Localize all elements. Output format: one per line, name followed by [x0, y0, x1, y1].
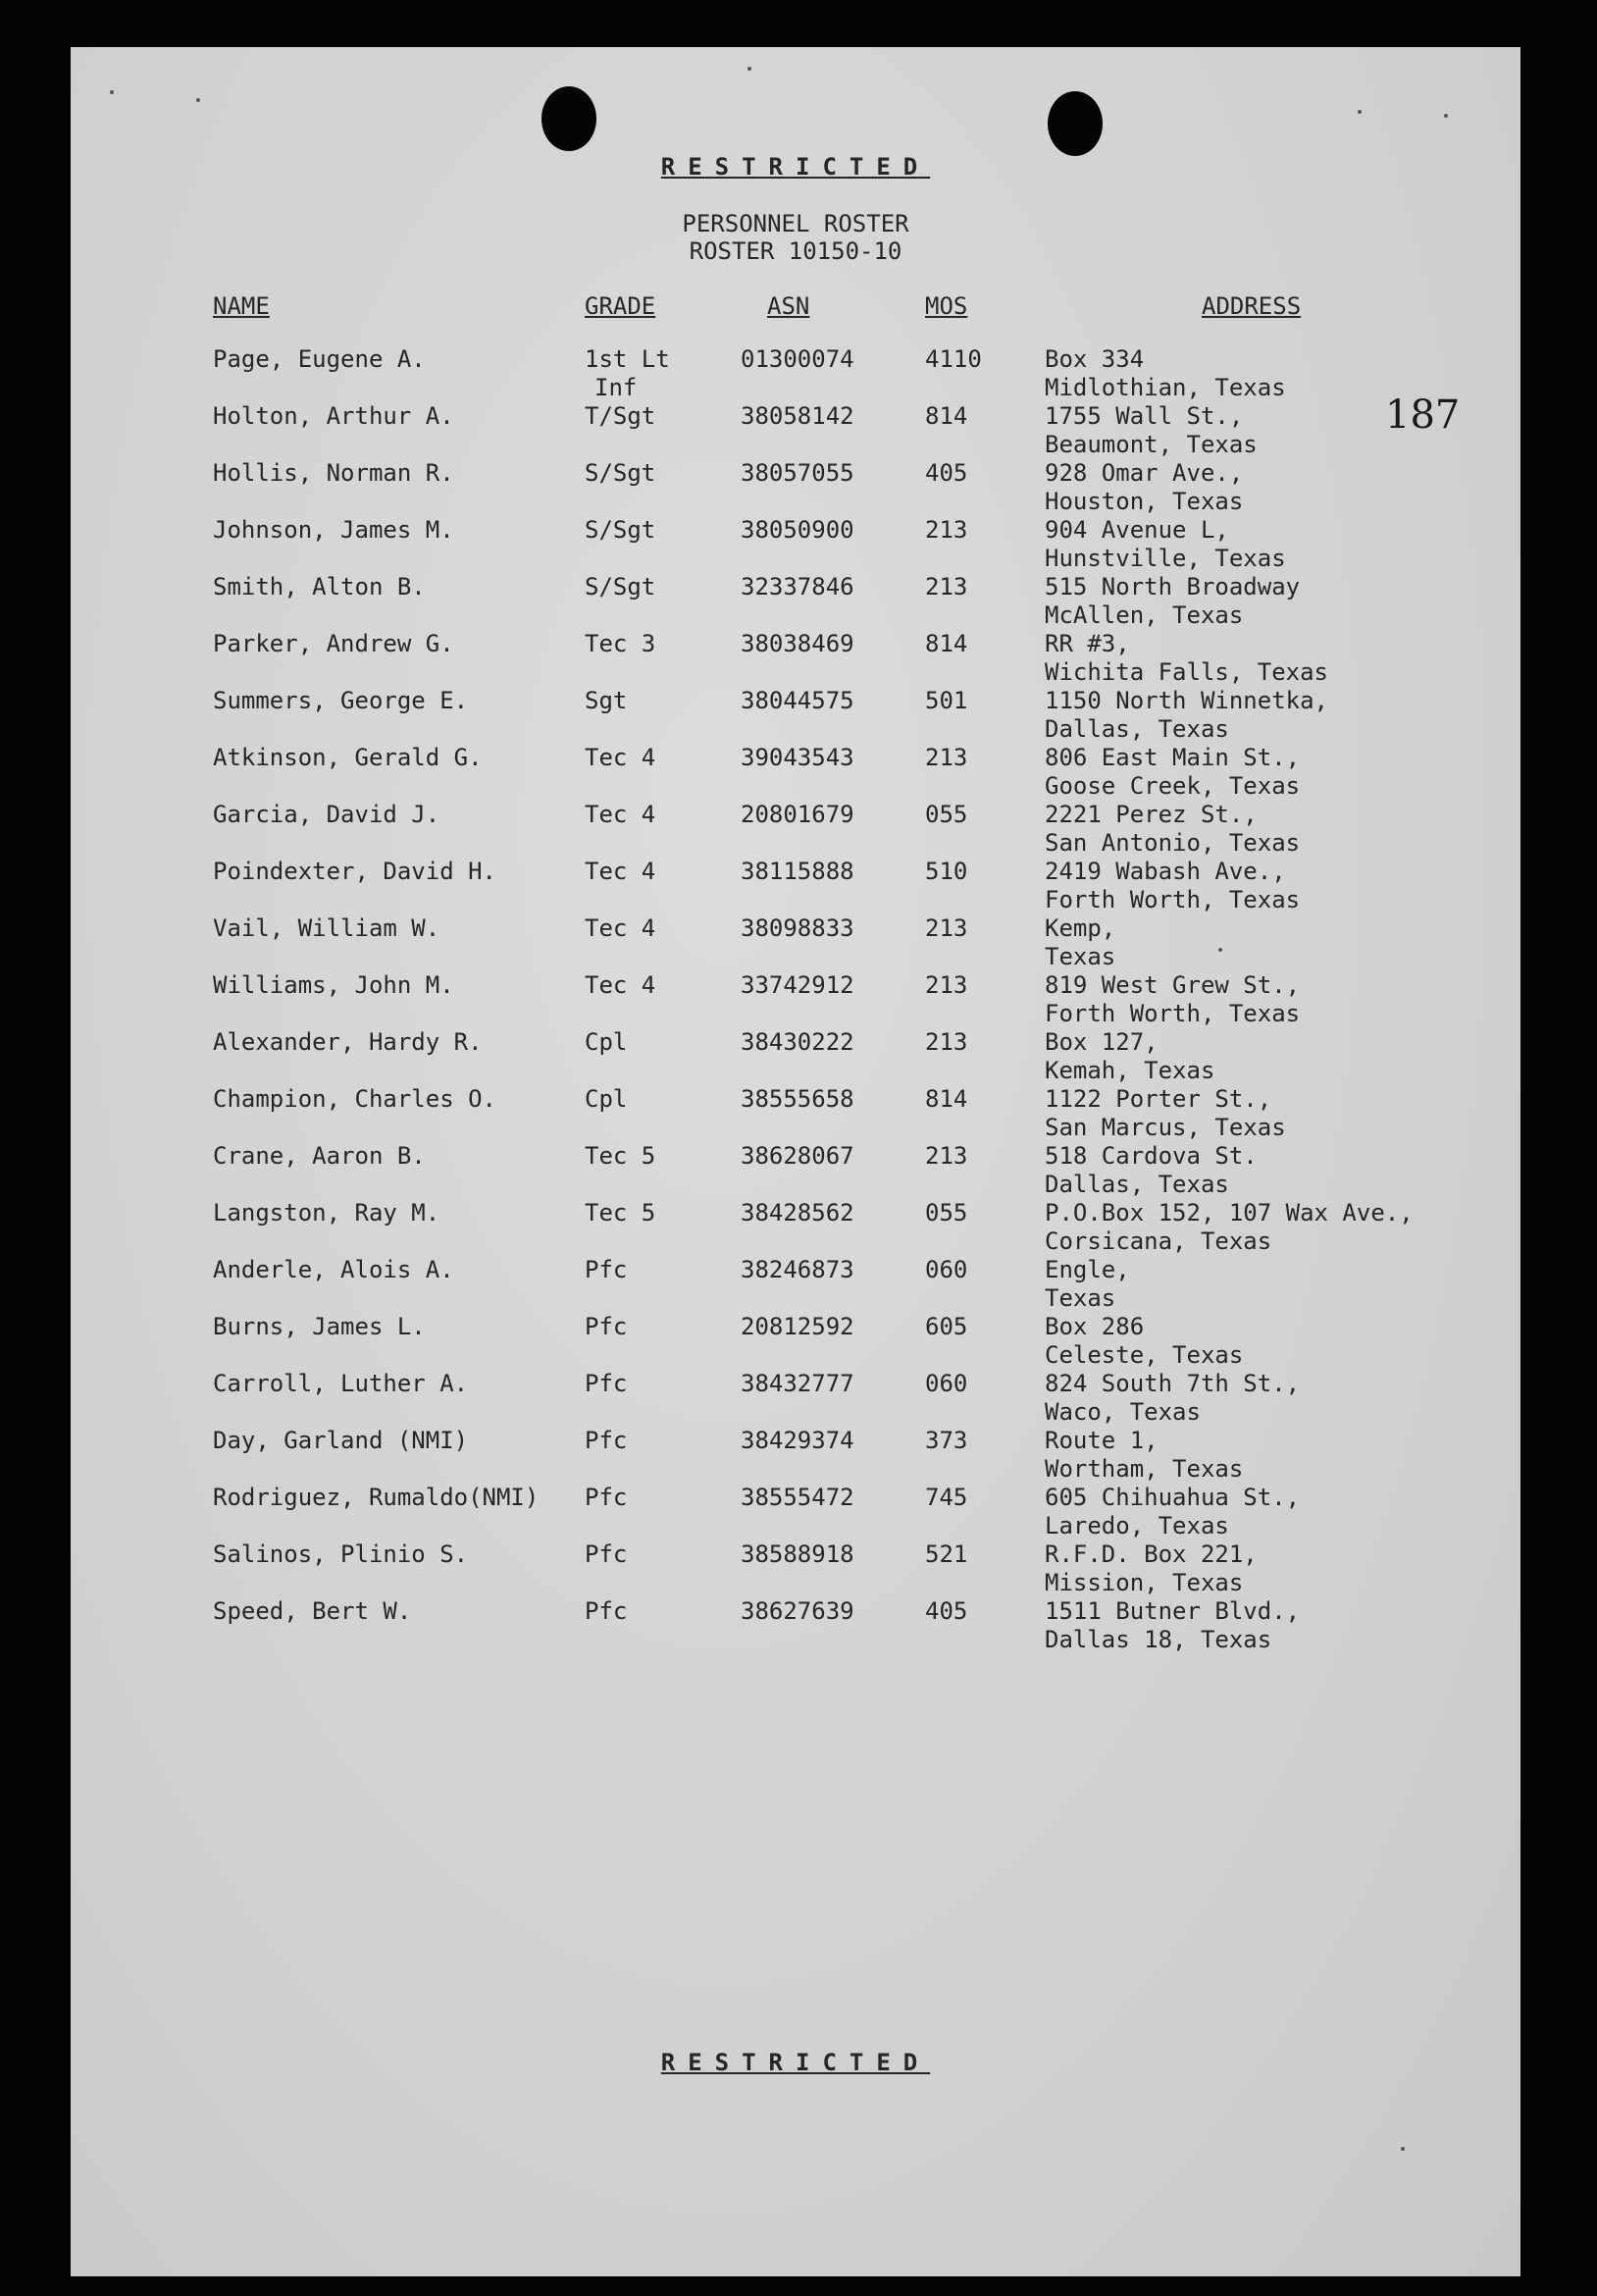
classification-footer: RESTRICTED [660, 2049, 931, 2076]
grade-cell-line: Inf [594, 374, 638, 401]
grade-cell [585, 345, 670, 402]
asn-cell-line: 38246873 [741, 1256, 854, 1283]
grade-cell [585, 630, 655, 658]
grade-cell-line: Cpl [585, 1085, 628, 1113]
address-cell-line: San Marcus, Texas [1045, 1114, 1286, 1141]
column-header-mos: MOS [925, 292, 968, 320]
name-cell-line: Rodriguez, Rumaldo(NMI) [213, 1484, 540, 1511]
name-cell [213, 801, 439, 829]
paper-speck [747, 67, 751, 71]
name-cell-line: Alexander, Hardy R. [213, 1028, 483, 1056]
grade-cell-line: Pfc [585, 1597, 628, 1625]
asn-cell [741, 516, 854, 545]
address-cell [1045, 1597, 1300, 1654]
address-cell-line: Engle, [1045, 1256, 1130, 1283]
asn-cell [741, 1028, 854, 1057]
address-cell [1045, 630, 1328, 687]
asn-cell [741, 1142, 854, 1171]
grade-cell [585, 573, 655, 601]
grade-cell [585, 971, 655, 1000]
mos-cell [925, 345, 982, 374]
paper-speck [1444, 114, 1448, 118]
address-cell [1045, 459, 1243, 516]
address-cell [1045, 1427, 1243, 1484]
address-cell [1045, 516, 1286, 573]
name-cell [213, 1028, 483, 1057]
name-cell-line: Holton, Arthur A. [213, 402, 454, 430]
grade-cell [585, 402, 655, 431]
address-cell-line: Box 334 [1045, 345, 1145, 373]
asn-cell [741, 345, 854, 374]
column-header-address: ADDRESS [1202, 292, 1302, 320]
roster-number: ROSTER 10150-10 [689, 237, 902, 265]
address-cell-line: Forth Worth, Texas [1045, 1000, 1301, 1027]
name-cell [213, 687, 468, 715]
paper-speck [110, 90, 114, 94]
column-header-name: NAME [213, 292, 270, 320]
address-cell-line: Dallas, Texas [1045, 715, 1229, 743]
name-cell [213, 1597, 411, 1626]
asn-cell-line: 38432777 [741, 1370, 854, 1397]
table-row [71, 1597, 1520, 1654]
address-cell-line: 1122 Porter St., [1045, 1085, 1272, 1113]
address-cell-line: Kemp, [1045, 914, 1116, 942]
grade-cell-line: Sgt [585, 687, 628, 714]
asn-cell-line: 38038469 [741, 630, 854, 657]
mos-cell [925, 744, 967, 772]
grade-cell-line: Pfc [585, 1484, 628, 1511]
mos-cell-line: 213 [925, 573, 968, 600]
address-cell-line: Midlothian, Texas [1045, 374, 1286, 401]
asn-cell [741, 687, 854, 715]
grade-cell [585, 1540, 627, 1569]
mos-cell-line: 213 [925, 1142, 968, 1170]
name-cell [213, 1085, 496, 1114]
mos-cell-line: 405 [925, 1597, 968, 1625]
asn-cell [741, 630, 854, 658]
mos-cell-line: 745 [925, 1484, 968, 1511]
mos-cell [925, 1540, 967, 1569]
grade-cell [585, 858, 655, 886]
grade-cell [585, 914, 655, 943]
mos-cell-line: 213 [925, 516, 968, 544]
address-cell [1045, 858, 1300, 914]
grade-cell [585, 1085, 627, 1114]
address-cell-line: Goose Creek, Texas [1045, 772, 1301, 800]
mos-cell [925, 1484, 967, 1512]
table-row [71, 1256, 1520, 1313]
address-cell-line: Laredo, Texas [1045, 1512, 1229, 1539]
paper-speck [1358, 110, 1362, 114]
name-cell-line: Summers, George E. [213, 687, 469, 714]
asn-cell-line: 01300074 [741, 345, 854, 373]
mos-cell [925, 801, 967, 829]
asn-cell-line: 38115888 [741, 858, 854, 885]
asn-cell-line: 38098833 [741, 914, 854, 942]
address-cell-line: Box 286 [1045, 1313, 1145, 1340]
address-cell-line: 2419 Wabash Ave., [1045, 858, 1286, 885]
address-cell-line: 1150 North Winnetka, [1045, 687, 1328, 714]
asn-cell-line: 38058142 [741, 402, 854, 430]
mos-cell-line: 510 [925, 858, 968, 885]
grade-cell-line: Pfc [585, 1370, 628, 1397]
address-cell [1045, 1256, 1130, 1313]
name-cell-line: Poindexter, David H. [213, 858, 496, 885]
mos-cell [925, 573, 967, 601]
paper-speck [1401, 2147, 1405, 2151]
table-row [71, 1370, 1520, 1427]
name-cell [213, 630, 454, 658]
mos-cell-line: 213 [925, 744, 968, 771]
mos-cell [925, 1256, 967, 1284]
table-row [71, 345, 1520, 402]
mos-cell [925, 971, 967, 1000]
mos-cell-line: 213 [925, 914, 968, 942]
mos-cell-line: 405 [925, 459, 968, 487]
grade-cell-line: T/Sgt [585, 402, 656, 430]
mos-cell [925, 1028, 967, 1057]
asn-cell [741, 1199, 854, 1227]
name-cell-line: Page, Eugene A. [213, 345, 426, 373]
mos-cell [925, 1142, 967, 1171]
grade-cell-line: S/Sgt [585, 516, 656, 544]
address-cell [1045, 801, 1300, 858]
asn-cell-line: 39043543 [741, 744, 854, 771]
asn-cell [741, 1313, 854, 1341]
name-cell-line: Day, Garland (NMI) [213, 1427, 469, 1454]
page-number: 187 [1385, 392, 1461, 438]
name-cell [213, 1484, 539, 1512]
name-cell-line: Salinos, Plinio S. [213, 1540, 469, 1568]
address-cell-line: McAllen, Texas [1045, 601, 1244, 629]
mos-cell-line: 814 [925, 1085, 968, 1113]
grade-cell-line: S/Sgt [585, 459, 656, 487]
address-cell-line: 515 North Broadway [1045, 573, 1301, 600]
asn-cell-line: 32337846 [741, 573, 854, 600]
address-cell [1045, 1142, 1258, 1199]
grade-cell-line: 1st Lt [585, 345, 670, 373]
mos-cell [925, 516, 967, 545]
asn-cell-line: 38044575 [741, 687, 854, 714]
name-cell-line: Williams, John M. [213, 971, 454, 999]
address-cell-line: 518 Cardova St. [1045, 1142, 1258, 1170]
table-row [71, 402, 1520, 459]
name-cell [213, 402, 454, 431]
address-cell-line: Wortham, Texas [1045, 1455, 1244, 1483]
address-cell [1045, 1199, 1414, 1256]
address-cell-line: 1511 Butner Blvd., [1045, 1597, 1301, 1625]
name-cell [213, 345, 426, 374]
address-cell-line: Waco, Texas [1045, 1398, 1201, 1426]
asn-cell [741, 744, 854, 772]
grade-cell-line: Pfc [585, 1540, 628, 1568]
asn-cell [741, 858, 854, 886]
address-cell-line: 2221 Perez St., [1045, 801, 1258, 828]
address-cell-line: RR #3, [1045, 630, 1130, 657]
address-cell [1045, 1085, 1286, 1142]
mos-cell-line: 060 [925, 1370, 968, 1397]
grade-cell-line: Tec 5 [585, 1142, 656, 1170]
grade-cell [585, 1199, 655, 1227]
address-cell-line: Wichita Falls, Texas [1045, 658, 1328, 686]
grade-cell-line: Tec 3 [585, 630, 656, 657]
table-row [71, 1199, 1520, 1256]
mos-cell-line: 814 [925, 402, 968, 430]
name-cell-line: Atkinson, Gerald G. [213, 744, 483, 771]
asn-cell-line: 38628067 [741, 1142, 854, 1170]
mos-cell-line: 373 [925, 1427, 968, 1454]
name-cell-line: Burns, James L. [213, 1313, 426, 1340]
asn-cell-line: 38057055 [741, 459, 854, 487]
mos-cell [925, 1427, 967, 1455]
grade-cell [585, 1597, 627, 1626]
grade-cell [585, 516, 655, 545]
name-cell-line: Parker, Andrew G. [213, 630, 454, 657]
mos-cell [925, 687, 967, 715]
table-row [71, 1028, 1520, 1085]
mos-cell [925, 858, 967, 886]
address-cell [1045, 402, 1258, 459]
name-cell-line: Vail, William W. [213, 914, 440, 942]
grade-cell [585, 801, 655, 829]
mos-cell-line: 213 [925, 971, 968, 999]
mos-cell-line: 4110 [925, 345, 982, 373]
address-cell-line: Route 1, [1045, 1427, 1159, 1454]
asn-cell [741, 459, 854, 488]
name-cell [213, 516, 454, 545]
document-page [71, 47, 1520, 2276]
grade-cell-line: Tec 5 [585, 1199, 656, 1226]
asn-cell [741, 1427, 854, 1455]
address-cell [1045, 1540, 1258, 1597]
name-cell-line: Garcia, David J. [213, 801, 440, 828]
mos-cell-line: 814 [925, 630, 968, 657]
mos-cell-line: 055 [925, 1199, 968, 1226]
mos-cell-line: 060 [925, 1256, 968, 1283]
address-cell-line: 1755 Wall St., [1045, 402, 1244, 430]
asn-cell-line: 20801679 [741, 801, 854, 828]
name-cell [213, 1370, 468, 1398]
address-cell-line: P.O.Box 152, 107 Wax Ave., [1045, 1199, 1414, 1226]
grade-cell-line: Pfc [585, 1427, 628, 1454]
asn-cell-line: 38430222 [741, 1028, 854, 1056]
address-cell-line: 819 West Grew St., [1045, 971, 1301, 999]
mos-cell [925, 914, 967, 943]
mos-cell [925, 459, 967, 488]
table-row [71, 1484, 1520, 1540]
mos-cell-line: 213 [925, 1028, 968, 1056]
grade-cell [585, 1142, 655, 1171]
asn-cell [741, 914, 854, 943]
grade-cell [585, 459, 655, 488]
address-cell-line: Forth Worth, Texas [1045, 886, 1301, 913]
table-row [71, 573, 1520, 630]
asn-cell [741, 1540, 854, 1569]
table-row [71, 744, 1520, 801]
asn-cell-line: 33742912 [741, 971, 854, 999]
grade-cell [585, 744, 655, 772]
address-cell-line: 928 Omar Ave., [1045, 459, 1244, 487]
grade-cell-line: S/Sgt [585, 573, 656, 600]
name-cell [213, 459, 454, 488]
name-cell [213, 1256, 454, 1284]
table-row [71, 1313, 1520, 1370]
address-cell-line: Corsicana, Texas [1045, 1227, 1272, 1255]
name-cell-line: Champion, Charles O. [213, 1085, 496, 1113]
classification-header: RESTRICTED [660, 153, 931, 181]
asn-cell [741, 1597, 854, 1626]
name-cell [213, 1427, 468, 1455]
asn-cell [741, 1370, 854, 1398]
address-cell-line: Kemah, Texas [1045, 1057, 1215, 1084]
address-cell-line: Hunstville, Texas [1045, 545, 1286, 572]
grade-cell-line: Tec 4 [585, 744, 656, 771]
name-cell [213, 573, 426, 601]
asn-cell [741, 573, 854, 601]
grade-cell [585, 1370, 627, 1398]
table-row [71, 1427, 1520, 1484]
table-row [71, 914, 1520, 971]
mos-cell-line: 605 [925, 1313, 968, 1340]
mos-cell [925, 1597, 967, 1626]
roster-title: PERSONNEL ROSTER [682, 210, 909, 237]
grade-cell [585, 1427, 627, 1455]
asn-cell-line: 38627639 [741, 1597, 854, 1625]
mos-cell [925, 1199, 967, 1227]
address-cell-line: Houston, Texas [1045, 488, 1244, 515]
mos-cell-line: 501 [925, 687, 968, 714]
asn-cell [741, 801, 854, 829]
address-cell [1045, 1313, 1243, 1370]
grade-cell-line: Tec 4 [585, 914, 656, 942]
mos-cell [925, 402, 967, 431]
mos-cell [925, 630, 967, 658]
grade-cell-line: Pfc [585, 1256, 628, 1283]
name-cell-line: Carroll, Luther A. [213, 1370, 469, 1397]
grade-cell-line: Pfc [585, 1313, 628, 1340]
grade-cell [585, 1313, 627, 1341]
mos-cell [925, 1313, 967, 1341]
name-cell-line: Langston, Ray M. [213, 1199, 440, 1226]
grade-cell-line: Cpl [585, 1028, 628, 1056]
address-cell-line: 904 Avenue L, [1045, 516, 1229, 544]
address-cell-line: Dallas, Texas [1045, 1171, 1229, 1198]
table-row [71, 858, 1520, 914]
name-cell-line: Speed, Bert W. [213, 1597, 412, 1625]
name-cell [213, 914, 439, 943]
table-row [71, 687, 1520, 744]
asn-cell [741, 971, 854, 1000]
asn-cell [741, 1085, 854, 1114]
asn-cell-line: 38555658 [741, 1085, 854, 1113]
address-cell [1045, 1370, 1300, 1427]
address-cell-line: R.F.D. Box 221, [1045, 1540, 1258, 1568]
address-cell [1045, 1484, 1300, 1540]
grade-cell-line: Tec 4 [585, 971, 656, 999]
name-cell [213, 1199, 439, 1227]
address-cell [1045, 345, 1286, 402]
name-cell-line: Crane, Aaron B. [213, 1142, 426, 1170]
mos-cell [925, 1085, 967, 1114]
table-row [71, 801, 1520, 858]
table-row [71, 1085, 1520, 1142]
asn-cell-line: 38588918 [741, 1540, 854, 1568]
table-row [71, 516, 1520, 573]
punch-hole [1048, 91, 1103, 156]
asn-cell [741, 1484, 854, 1512]
address-cell-line: Box 127, [1045, 1028, 1159, 1056]
name-cell [213, 1313, 426, 1341]
address-cell [1045, 1028, 1214, 1085]
table-row [71, 971, 1520, 1028]
grade-cell [585, 1028, 627, 1057]
table-row [71, 459, 1520, 516]
roster-table [71, 345, 1520, 1654]
address-cell-line: 824 South 7th St., [1045, 1370, 1301, 1397]
address-cell-line: Texas [1045, 943, 1116, 970]
name-cell-line: Smith, Alton B. [213, 573, 426, 600]
paper-speck [196, 98, 200, 102]
asn-cell-line: 38555472 [741, 1484, 854, 1511]
punch-hole [541, 86, 596, 151]
mos-cell-line: 055 [925, 801, 968, 828]
asn-cell [741, 1256, 854, 1284]
table-row [71, 1142, 1520, 1199]
address-cell-line: San Antonio, Texas [1045, 829, 1301, 857]
address-cell-line: 806 East Main St., [1045, 744, 1301, 771]
name-cell [213, 1142, 426, 1171]
mos-cell-line: 521 [925, 1540, 968, 1568]
column-header-grade: GRADE [585, 292, 656, 320]
asn-cell-line: 38428562 [741, 1199, 854, 1226]
name-cell-line: Anderle, Alois A. [213, 1256, 454, 1283]
address-cell [1045, 687, 1328, 744]
grade-cell-line: Tec 4 [585, 801, 656, 828]
mos-cell [925, 1370, 967, 1398]
address-cell-line: Dallas 18, Texas [1045, 1626, 1272, 1653]
name-cell [213, 971, 454, 1000]
name-cell [213, 1540, 468, 1569]
address-cell-line: Celeste, Texas [1045, 1341, 1244, 1369]
address-cell [1045, 573, 1300, 630]
address-cell-line: Beaumont, Texas [1045, 431, 1258, 458]
grade-cell [585, 1484, 627, 1512]
address-cell-line: Mission, Texas [1045, 1569, 1244, 1596]
name-cell [213, 858, 496, 886]
asn-cell [741, 402, 854, 431]
table-row [71, 630, 1520, 687]
address-cell [1045, 744, 1300, 801]
name-cell-line: Hollis, Norman R. [213, 459, 454, 487]
asn-cell-line: 38050900 [741, 516, 854, 544]
table-row [71, 1540, 1520, 1597]
name-cell-line: Johnson, James M. [213, 516, 454, 544]
grade-cell [585, 687, 627, 715]
asn-cell-line: 20812592 [741, 1313, 854, 1340]
address-cell-line: Texas [1045, 1284, 1116, 1312]
address-cell [1045, 971, 1300, 1028]
column-header-asn: ASN [767, 292, 810, 320]
name-cell [213, 744, 483, 772]
address-cell-line: 605 Chihuahua St., [1045, 1484, 1301, 1511]
address-cell [1045, 914, 1115, 971]
grade-cell [585, 1256, 627, 1284]
grade-cell-line: Tec 4 [585, 858, 656, 885]
asn-cell-line: 38429374 [741, 1427, 854, 1454]
